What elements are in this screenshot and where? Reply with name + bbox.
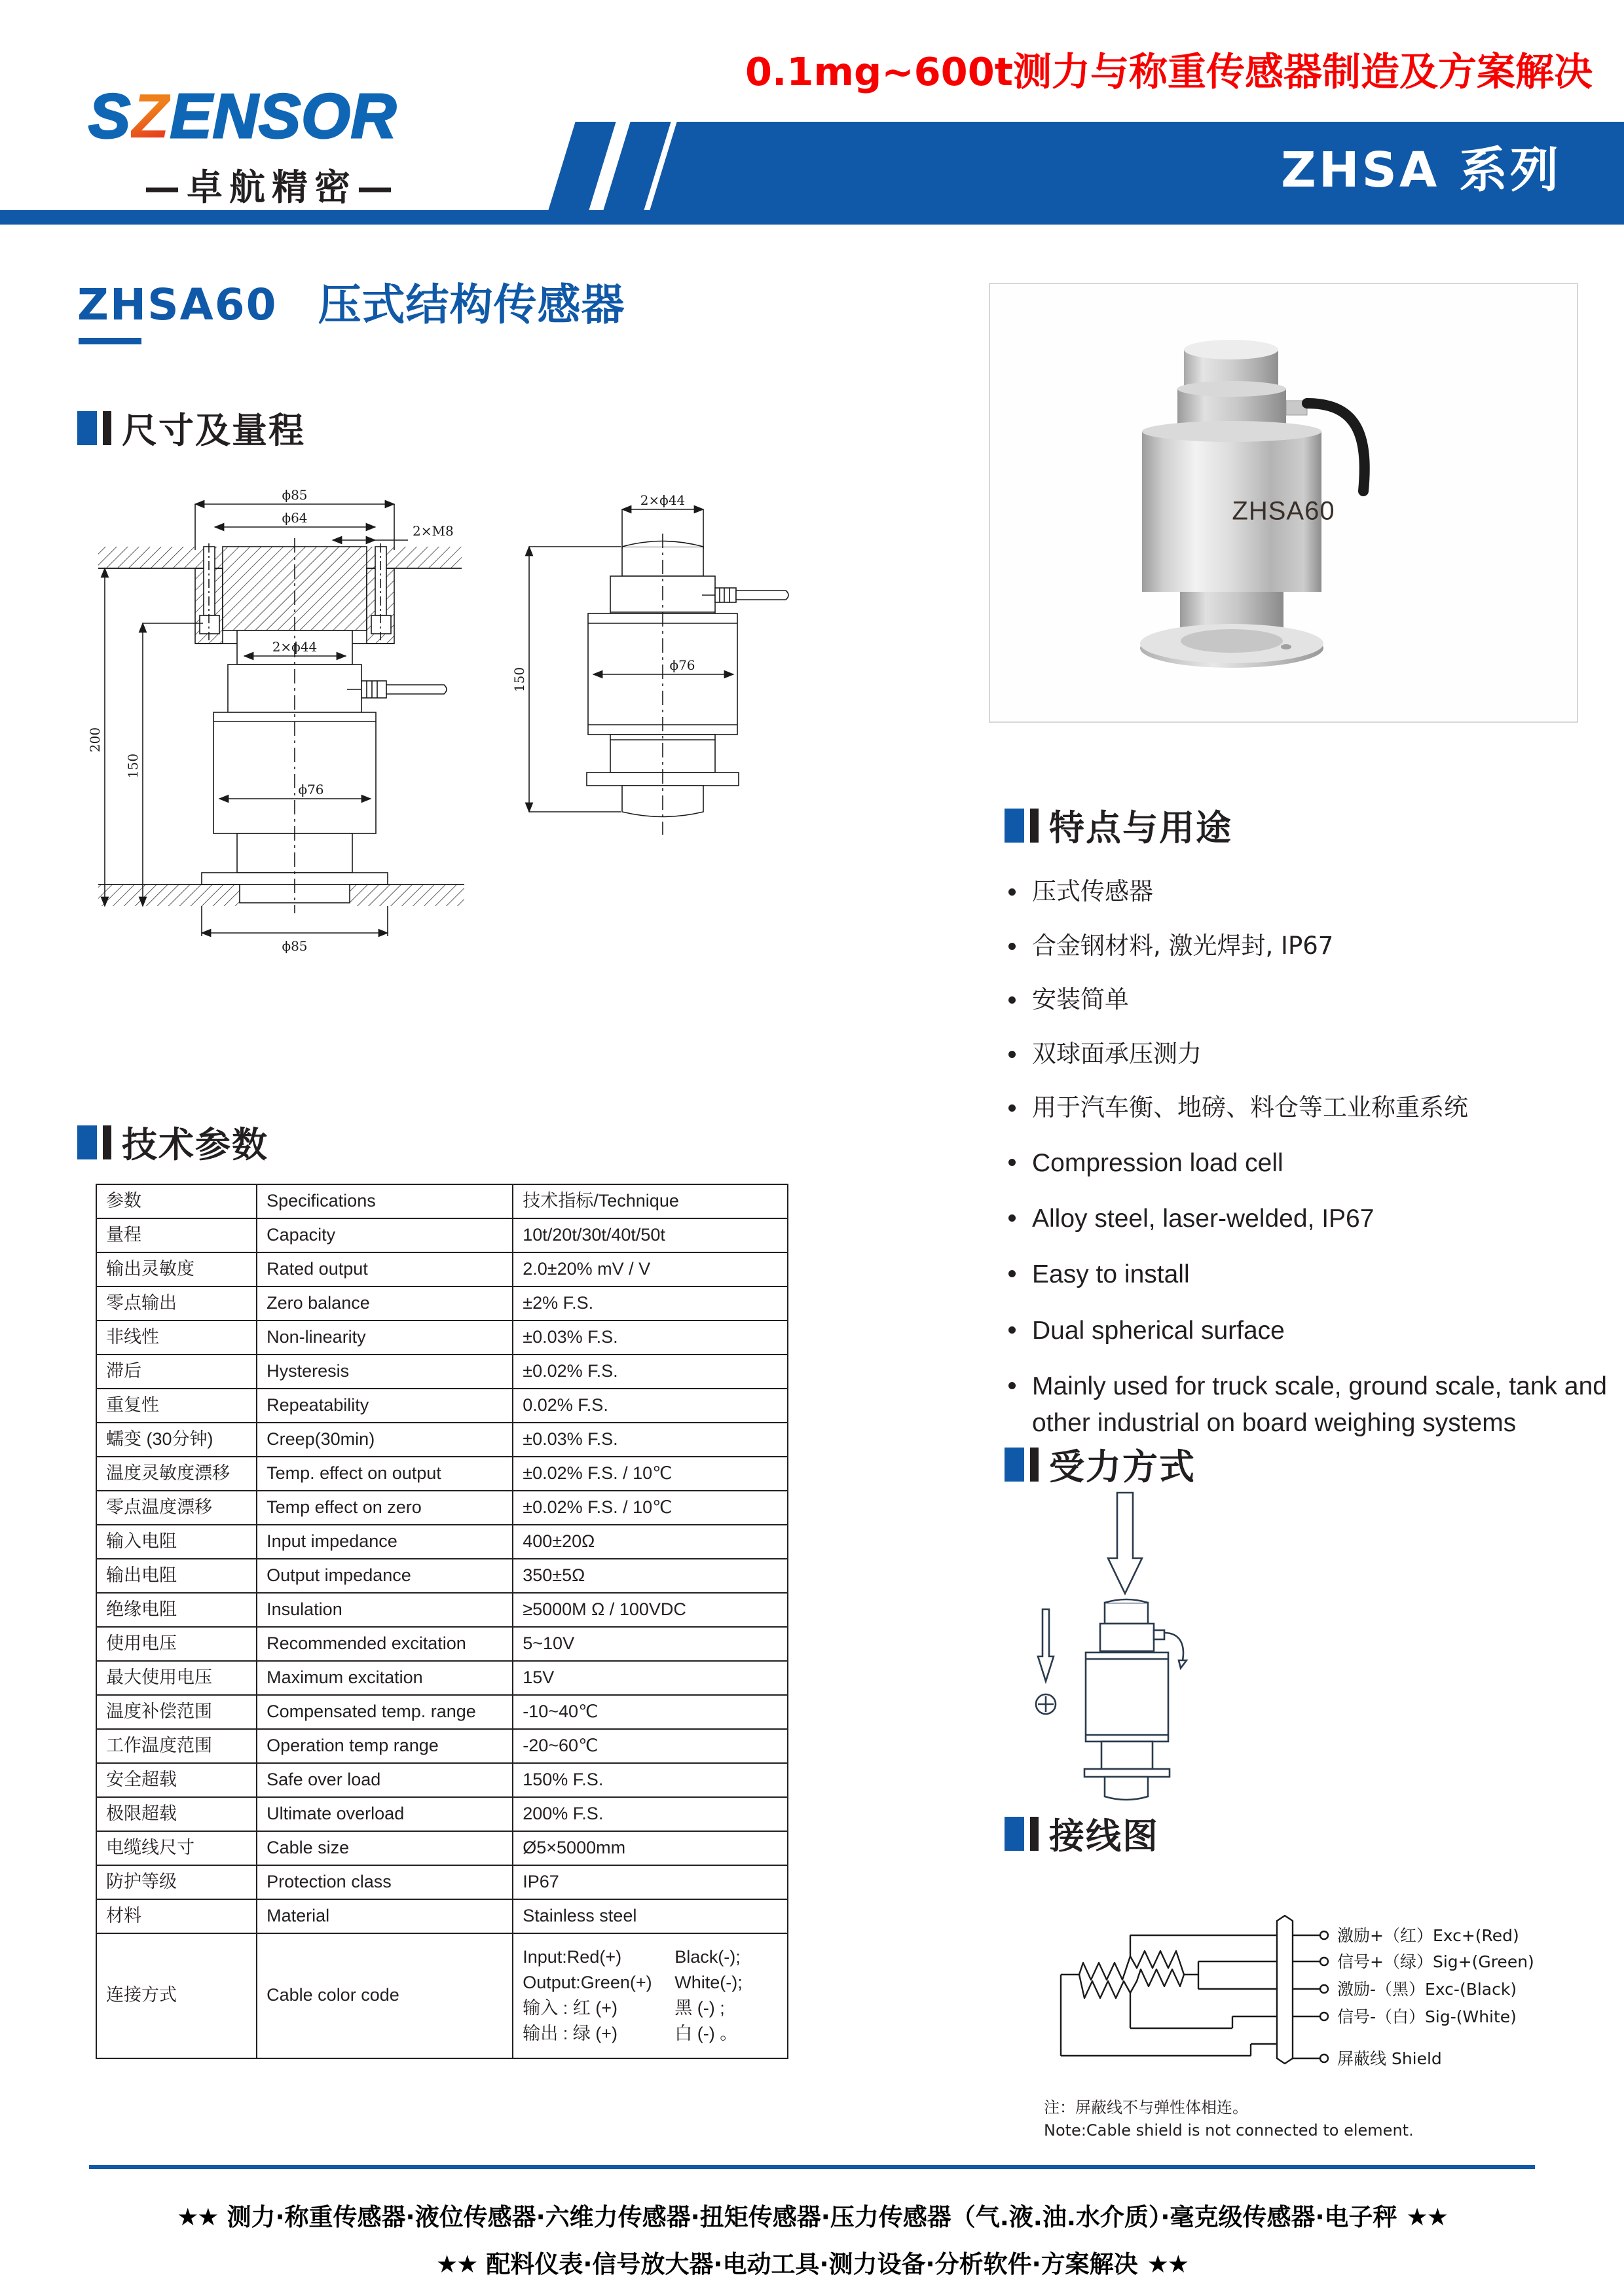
list-item: 双球面承压测力: [1005, 1037, 1607, 1072]
footer-text-2: 配料仪表·信号放大器·电动工具·测力设备·分析软件·方案解决: [486, 2250, 1138, 2278]
row-value: ±2% F.S.: [513, 1286, 788, 1321]
table-row: [96, 1729, 788, 1763]
logo-letter-s: S: [88, 81, 132, 151]
header-tagline: 0.1mg~600t测力与称重传感器制造及方案解决: [745, 49, 1593, 94]
dim-label-phi85-top: ϕ85: [282, 487, 308, 503]
footer-stars-left-icon: ★★: [436, 2250, 477, 2278]
row-label-cn: 蠕变 (30分钟): [96, 1423, 257, 1457]
footer-divider: [89, 2165, 1535, 2169]
row-label-en: Maximum excitation: [257, 1661, 513, 1695]
table-row: [96, 1321, 788, 1355]
row-label-en: Non-linearity: [257, 1321, 513, 1355]
row-label-cn: 极限超载: [96, 1797, 257, 1831]
row-value: IP67: [513, 1865, 788, 1899]
row-label-cn: 防护等级: [96, 1865, 257, 1899]
table-row: [96, 1525, 788, 1559]
wiring-note-en: Note:Cable shield is not connected to element.: [1044, 2121, 1414, 2140]
section-heading-label: 技术参数: [122, 1124, 268, 1165]
row-value: 10t/20t/30t/40t/50t: [513, 1218, 788, 1252]
force-direction-diagram: [1002, 1485, 1369, 1806]
row-value: 5~10V: [513, 1627, 788, 1661]
row-label-cn: 量程: [96, 1218, 257, 1252]
table-row: [96, 1389, 788, 1423]
table-row: [96, 1763, 788, 1797]
row-label-en: Material: [257, 1899, 513, 1933]
row-label-cn: 材料: [96, 1899, 257, 1933]
row-label-en: Repeatability: [257, 1389, 513, 1423]
row-label-en: Rated output: [257, 1252, 513, 1286]
row-value: ±0.02% F.S. / 10℃: [513, 1457, 788, 1491]
row-label-en: Cable size: [257, 1831, 513, 1865]
wiring-terminal-label: 屏蔽线 Shield: [1337, 2049, 1442, 2068]
terminal-dot-icon: [1320, 2054, 1328, 2062]
row-label-en: Compensated temp. range: [257, 1695, 513, 1729]
row-label-cn: 连接方式: [96, 1933, 257, 2058]
product-name: 压式结构传感器: [318, 280, 625, 330]
row-label-cn: 非线性: [96, 1321, 257, 1355]
row-label-cn: 安全超载: [96, 1763, 257, 1797]
series-title: ZHSA 系列: [1281, 141, 1561, 198]
force-arrow-down-icon: [1108, 1493, 1142, 1594]
wiring-diagram: [1002, 1865, 1604, 2087]
wiring-note: [1044, 2096, 1414, 2142]
section-heading-wiring: [1005, 1808, 1159, 1859]
technical-drawings: [85, 478, 858, 1054]
section-heading-label: 接线图: [1049, 1815, 1159, 1857]
row-label-en: Temp effect on zero: [257, 1491, 513, 1525]
row-label-en: Protection class: [257, 1865, 513, 1899]
row-label-cn: 滞后: [96, 1355, 257, 1389]
terminal-dot-icon: [1320, 1931, 1328, 1939]
row-label-en: Insulation: [257, 1593, 513, 1627]
terminal-dot-icon: [1320, 1985, 1328, 1993]
row-label-cn: 最大使用电压: [96, 1661, 257, 1695]
wiring-terminal-label: 激励+（红）Exc+(Red): [1337, 1926, 1519, 1945]
row-label-en: Recommended excitation: [257, 1627, 513, 1661]
row-value: Stainless steel: [513, 1899, 788, 1933]
row-label-cn: 零点温度漂移: [96, 1491, 257, 1525]
dim-label-150-left: 150: [125, 753, 141, 779]
product-photo-label: ZHSA60: [1232, 496, 1335, 526]
list-item: 压式传感器: [1005, 875, 1607, 909]
ccc-right: 黑 (-) ;: [674, 1998, 725, 2018]
section-heading-label: 尺寸及量程: [122, 410, 305, 451]
features-list: [1005, 875, 1607, 1461]
product-photo: [989, 283, 1578, 723]
row-label-cn: 工作温度范围: [96, 1729, 257, 1763]
force-arrow-small-icon: [1038, 1609, 1054, 1681]
table-header-row: [96, 1184, 788, 1218]
list-item: Mainly used for truck scale, ground scale, tank and other industrial on board weighing systems: [1005, 1368, 1607, 1441]
row-label-cn: 温度灵敏度漂移: [96, 1457, 257, 1491]
row-value: 2.0±20% mV / V: [513, 1252, 788, 1286]
row-label-en: Ultimate overload: [257, 1797, 513, 1831]
row-value: ±0.03% F.S.: [513, 1423, 788, 1457]
ccc-right: Black(-);: [674, 1947, 741, 1967]
header-bottom-rule: [0, 210, 1624, 225]
row-label-en: Safe over load: [257, 1763, 513, 1797]
heading-blue-block-icon: [77, 1125, 97, 1159]
table-row: [96, 1661, 788, 1695]
row-label-en: Cable color code: [257, 1933, 513, 2058]
ccc-left: 输入 : 红 (+): [523, 1998, 618, 2018]
wiring-diagram-svg: [1002, 1865, 1604, 2087]
column-header-param: 参数: [96, 1184, 257, 1218]
specifications-table: [96, 1184, 788, 2059]
row-label-en: Operation temp range: [257, 1729, 513, 1763]
list-item: Dual spherical surface: [1005, 1313, 1607, 1349]
table-row: [96, 1899, 788, 1933]
row-label-cn: 重复性: [96, 1389, 257, 1423]
row-label-cn: 输入电阻: [96, 1525, 257, 1559]
heading-dark-block-icon: [103, 411, 111, 445]
heading-blue-block-icon: [1005, 809, 1024, 843]
heading-dark-block-icon: [1030, 1448, 1039, 1482]
cable-color-code-value: [513, 1933, 788, 2058]
row-value: 200% F.S.: [513, 1797, 788, 1831]
row-label-cn: 输出电阻: [96, 1559, 257, 1593]
row-value: ±0.03% F.S.: [513, 1321, 788, 1355]
column-header-spec: Specifications: [257, 1184, 513, 1218]
section-heading-force: [1005, 1439, 1196, 1489]
list-item: Alloy steel, laser-welded, IP67: [1005, 1201, 1607, 1237]
footer-stars-right-icon: ★★: [1406, 2203, 1447, 2231]
row-label-cn: 零点输出: [96, 1286, 257, 1321]
ccc-left: Output:Green(+): [523, 1973, 652, 1993]
footer-line-2: [0, 2244, 1624, 2280]
footer-stars-left-icon: ★★: [177, 2203, 218, 2231]
logo-subtitle: —卓航精密—: [143, 166, 399, 208]
list-item: 合金钢材料, 激光焊封, IP67: [1005, 929, 1607, 964]
heading-dark-block-icon: [1030, 809, 1039, 843]
footer-text-1: 测力·称重传感器·液位传感器·六维力传感器·扭矩传感器·压力传感器（气.液.油.水介质）·毫克级传感器·电子秤: [227, 2203, 1397, 2231]
section-heading-label: 受力方式: [1049, 1446, 1196, 1487]
logo-letter-z: Z: [131, 81, 170, 151]
dimension-drawing-svg: [85, 478, 858, 1054]
dim-label-2xphi44-left: 2×ϕ44: [272, 639, 318, 655]
table-row: [96, 1491, 788, 1525]
dim-label-phi64: ϕ64: [282, 510, 308, 526]
ccc-left: 输出 : 绿 (+): [523, 2024, 618, 2044]
row-label-en: Temp. effect on output: [257, 1457, 513, 1491]
table-row: [96, 1865, 788, 1899]
heading-blue-block-icon: [77, 411, 97, 445]
list-item: 安装简单: [1005, 983, 1607, 1017]
row-value: ±0.02% F.S.: [513, 1355, 788, 1389]
section-heading-specs: [77, 1117, 268, 1167]
section-heading-dimensions: [77, 403, 305, 453]
ccc-right: White(-);: [674, 1973, 743, 1993]
row-label-en: Creep(30min): [257, 1423, 513, 1457]
row-label-en: Input impedance: [257, 1525, 513, 1559]
row-value: 150% F.S.: [513, 1763, 788, 1797]
wiring-terminal-label: 激励-（黑）Exc-(Black): [1337, 1980, 1517, 1999]
row-label-cn: 输出灵敏度: [96, 1252, 257, 1286]
table-row: [96, 1218, 788, 1252]
row-value: ±0.02% F.S. / 10℃: [513, 1491, 788, 1525]
table-row: [96, 1831, 788, 1865]
force-diagram-svg: [1002, 1485, 1369, 1806]
row-label-cn: 使用电压: [96, 1627, 257, 1661]
wiring-note-cn: 注：屏蔽线不与弹性体相连。: [1044, 2098, 1248, 2117]
dim-label-2xM8: 2×M8: [413, 523, 454, 539]
row-label-en: Hysteresis: [257, 1355, 513, 1389]
ccc-left: Input:Red(+): [523, 1947, 622, 1967]
table-row-cable-color-code: [96, 1933, 788, 2058]
row-value: ≥5000M Ω / 100VDC: [513, 1593, 788, 1627]
row-value: -20~60℃: [513, 1729, 788, 1763]
table-row: [96, 1593, 788, 1627]
logo-letters-ensor: ENSOR: [170, 81, 397, 151]
terminal-dot-icon: [1320, 1958, 1328, 1965]
list-item: Compression load cell: [1005, 1145, 1607, 1181]
row-value: 350±5Ω: [513, 1559, 788, 1593]
row-value: -10~40℃: [513, 1695, 788, 1729]
table-row: [96, 1797, 788, 1831]
page-title: [77, 270, 625, 332]
row-value: 400±20Ω: [513, 1525, 788, 1559]
table-row: [96, 1457, 788, 1491]
dim-label-2xphi44-right: 2×ϕ44: [640, 492, 686, 508]
table-row: [96, 1252, 788, 1286]
table-row: [96, 1286, 788, 1321]
page-header: [0, 0, 1624, 239]
list-item: Easy to install: [1005, 1256, 1607, 1292]
title-underline: [79, 338, 141, 344]
column-header-technique: 技术指标/Technique: [513, 1184, 788, 1218]
dim-label-phi76-right: ϕ76: [669, 657, 695, 673]
banner-slash-1: [548, 122, 616, 210]
heading-blue-block-icon: [1005, 1448, 1024, 1482]
row-label-cn: 电缆线尺寸: [96, 1831, 257, 1865]
heading-dark-block-icon: [1030, 1817, 1039, 1851]
ccc-right: 白 (-) 。: [674, 2024, 738, 2044]
footer-stars-right-icon: ★★: [1147, 2250, 1188, 2278]
row-value: 15V: [513, 1661, 788, 1695]
row-label-en: Zero balance: [257, 1286, 513, 1321]
row-label-cn: 绝缘电阻: [96, 1593, 257, 1627]
heading-dark-block-icon: [103, 1125, 111, 1159]
section-heading-features: [1005, 800, 1232, 850]
wiring-terminal-label: 信号-（白）Sig-(White): [1337, 2007, 1517, 2026]
dim-label-200: 200: [87, 727, 103, 753]
table-row: [96, 1695, 788, 1729]
row-value: Ø5×5000mm: [513, 1831, 788, 1865]
table-row: [96, 1627, 788, 1661]
terminal-dot-icon: [1320, 2013, 1328, 2020]
heading-blue-block-icon: [1005, 1817, 1024, 1851]
product-model: ZHSA60: [77, 280, 278, 330]
dim-label-phi85-bottom: ϕ85: [282, 938, 308, 954]
section-heading-label: 特点与用途: [1049, 807, 1232, 848]
row-value: 0.02% F.S.: [513, 1389, 788, 1423]
row-label-cn: 温度补偿范围: [96, 1695, 257, 1729]
table-row: [96, 1355, 788, 1389]
table-row: [96, 1559, 788, 1593]
cable-sheath-icon: [1277, 1916, 1293, 2064]
table-row: [96, 1423, 788, 1457]
dim-label-phi76-left: ϕ76: [298, 782, 324, 797]
wiring-terminal-label: 信号+（绿）Sig+(Green): [1337, 1952, 1534, 1971]
row-label-en: Capacity: [257, 1218, 513, 1252]
dim-label-150-right: 150: [511, 666, 527, 693]
footer-line-1: [0, 2197, 1624, 2232]
row-label-en: Output impedance: [257, 1559, 513, 1593]
header-banner: [0, 122, 1624, 210]
list-item: 用于汽车衡、地磅、料仓等工业称重系统: [1005, 1091, 1607, 1125]
